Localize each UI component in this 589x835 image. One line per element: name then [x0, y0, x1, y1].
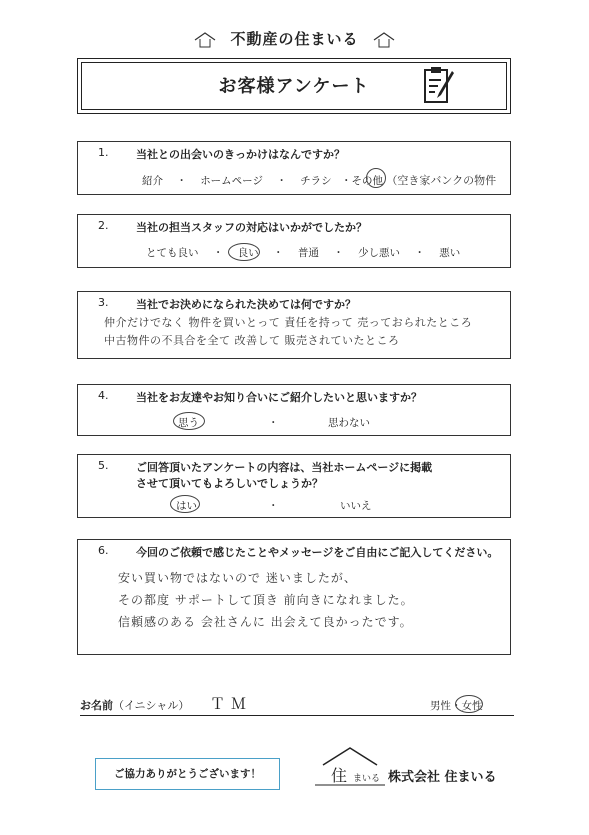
house-logo-icon [315, 745, 385, 790]
name-field[interactable]: ＴＭ [210, 695, 253, 713]
option[interactable]: いいえ [340, 500, 372, 512]
option[interactable]: とても良い [146, 247, 199, 259]
option-selected[interactable]: ・その他 [341, 175, 384, 187]
question-number: 3. [98, 296, 109, 309]
question-6 [77, 539, 511, 655]
question-text-line2: させて頂いてもよろしいでしょうか？ [136, 477, 323, 490]
option[interactable]: ホームページ [200, 175, 263, 187]
option-list: とても良い ・ 良い ・ 普通 ・ 少し悪い ・ 悪い [146, 247, 461, 259]
company-name: 株式会社 住まいる [388, 770, 497, 785]
question-text: 今回のご依頼で感じたことやメッセージをご自由にご記入してください。 [136, 546, 499, 559]
handwritten-answer: 安い買い物ではないので 迷いましたが、 [118, 571, 357, 585]
option-selected[interactable]: 良い [237, 247, 259, 259]
option-selected[interactable]: 思う [178, 417, 199, 429]
option[interactable]: 思わない [328, 417, 370, 429]
question-number: 1. [98, 146, 109, 159]
option[interactable]: 少し悪い [358, 247, 401, 259]
question-text: 当社でお決めになられた決めては何ですか？ [136, 298, 356, 311]
name-label: お名前（イニシャル） [80, 699, 190, 712]
question-text: 当社との出会いのきっかけはなんですか？ [136, 148, 345, 161]
question-number: 5. [98, 459, 109, 472]
svg-text:住: 住 [331, 766, 348, 785]
question-4: 4. 当社をお友達やお知り合いにご紹介したいと思いますか？ 思う ・ 思わない [77, 384, 511, 436]
question-5: 5. ご回答頂いたアンケートの内容は、当社ホームページに掲載 させて頂いてもよろしいでしょうか？ はい ・ いいえ [77, 454, 511, 518]
question-text: 当社の担当スタッフの対応はいかがでしたか？ [136, 221, 367, 234]
selection-circle [366, 168, 386, 188]
option[interactable]: 悪い [439, 247, 461, 259]
selection-circle [173, 412, 205, 430]
question-text: 当社をお友達やお知り合いにご紹介したいと思いますか？ [136, 391, 422, 404]
option[interactable]: 普通 [297, 247, 319, 259]
title-box [77, 58, 511, 114]
option[interactable]: 紹介 [142, 175, 163, 187]
handwritten-answer: 仲介だけでなく 物件を買いとって 責任を持って 売っておられたところ [104, 316, 473, 329]
brand-name: 不動産の住まいる [230, 30, 359, 48]
page-title: お客様アンケート [218, 76, 370, 97]
gender-field[interactable]: 男性・女性 [430, 700, 483, 712]
question-1 [77, 141, 511, 195]
selection-circle [228, 243, 260, 261]
svg-text:まいる: まいる [353, 774, 381, 784]
question-3 [77, 291, 511, 359]
clipboard-icon [422, 65, 456, 105]
option[interactable]: チラシ [300, 175, 332, 187]
selection-circle [170, 495, 200, 513]
question-text: ご回答頂いたアンケートの内容は、当社ホームページに掲載 [136, 461, 433, 474]
question-number: 6. [98, 544, 109, 557]
selection-circle [455, 695, 483, 713]
handwritten-answer: 信頼感のある 会社さんに 出会えて良かったです。 [118, 615, 413, 629]
handwritten-answer: （空き家バンクの物件 [386, 174, 497, 187]
brand-header [0, 28, 589, 49]
question-2 [77, 214, 511, 268]
name-label-sub: （イニシャル） [113, 699, 190, 712]
handwritten-answer: 中古物件の不具合を全て 改善して 販売されていたところ [104, 334, 400, 347]
house-logo-icon [194, 31, 216, 49]
name-field-row [80, 695, 514, 716]
question-number: 4. [98, 389, 109, 402]
option-selected[interactable]: はい [176, 500, 197, 512]
house-logo-icon [373, 31, 395, 49]
question-number: 2. [98, 219, 109, 232]
handwritten-answer: その都度 サポートして頂き 前向きになれました。 [118, 593, 414, 607]
thanks-banner: ご協力ありがとうございます！ [95, 758, 280, 790]
option-list: 紹介 ・ ホームページ ・ チラシ ・その他 （空き家バンクの物件 [142, 174, 497, 187]
